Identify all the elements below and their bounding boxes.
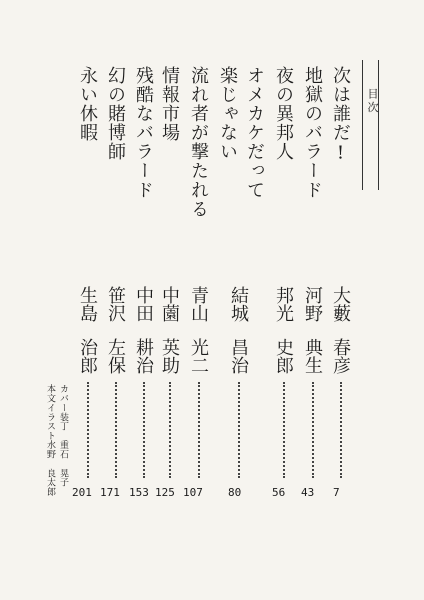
dot-leader bbox=[238, 382, 240, 478]
header-rule-left bbox=[362, 60, 363, 190]
author-surname: 笹沢 bbox=[105, 286, 126, 322]
page-number: 43 bbox=[301, 486, 315, 499]
entry-title: 情報市場 bbox=[159, 66, 180, 143]
author-surname: 中薗 bbox=[159, 286, 180, 322]
illustrator-name: 水野 良太郎 bbox=[45, 440, 55, 497]
toc-label: 目次 bbox=[366, 88, 379, 115]
dot-leader bbox=[198, 382, 200, 478]
entry-title: 幻の賭博師 bbox=[105, 66, 126, 162]
dot-leader bbox=[115, 382, 117, 478]
toc-header bbox=[362, 60, 380, 190]
page-number: 201 bbox=[72, 486, 92, 499]
author-surname: 邦光 bbox=[273, 286, 294, 322]
author-surname: 生島 bbox=[77, 286, 98, 322]
author-given-name: 光二 bbox=[188, 338, 209, 374]
dot-leader bbox=[340, 382, 342, 478]
author-given-name: 典生 bbox=[302, 338, 323, 374]
author-given-name: 治郎 bbox=[77, 338, 98, 374]
page-number: 171 bbox=[100, 486, 120, 499]
author-surname: 結城 bbox=[228, 286, 249, 322]
page-number: 125 bbox=[155, 486, 175, 499]
author-surname: 河野 bbox=[302, 286, 323, 322]
dot-leader bbox=[312, 382, 314, 478]
author-surname: 大藪 bbox=[330, 286, 351, 322]
entry-title: 地獄のバラード bbox=[302, 66, 323, 200]
author-given-name: 英助 bbox=[159, 338, 180, 374]
page-number: 56 bbox=[272, 486, 286, 499]
author-surname: 中田 bbox=[133, 286, 154, 322]
header-rule-right bbox=[378, 60, 379, 190]
cover-designer-name: 重石 晃子 bbox=[58, 440, 68, 488]
dot-leader bbox=[143, 382, 145, 478]
dot-leader bbox=[87, 382, 89, 478]
dot-leader bbox=[283, 382, 285, 478]
cover-design-label: カバー装丁 bbox=[58, 384, 68, 432]
entry-title: 永い休暇 bbox=[77, 66, 98, 143]
page-number: 153 bbox=[129, 486, 149, 499]
entry-title: 次は誰だ! bbox=[330, 66, 351, 165]
illustration-label: 本文イラスト bbox=[45, 384, 55, 441]
author-given-name: 昌治 bbox=[228, 338, 249, 374]
entry-title: 流れ者が撃たれる bbox=[188, 66, 209, 219]
entry-title: 夜の異邦人 bbox=[273, 66, 294, 162]
author-given-name: 耕治 bbox=[133, 338, 154, 374]
page-number: 107 bbox=[183, 486, 203, 499]
author-given-name: 左保 bbox=[105, 338, 126, 374]
entry-title: オメカケだって bbox=[244, 66, 265, 200]
page-number: 7 bbox=[333, 486, 340, 499]
author-given-name: 史郎 bbox=[273, 338, 294, 374]
author-surname: 青山 bbox=[188, 286, 209, 322]
entry-title: 楽じゃない bbox=[217, 66, 238, 162]
dot-leader bbox=[169, 382, 171, 478]
entry-title: 残酷なバラード bbox=[133, 66, 154, 200]
author-given-name: 春彦 bbox=[330, 338, 351, 374]
page-number: 80 bbox=[228, 486, 242, 499]
